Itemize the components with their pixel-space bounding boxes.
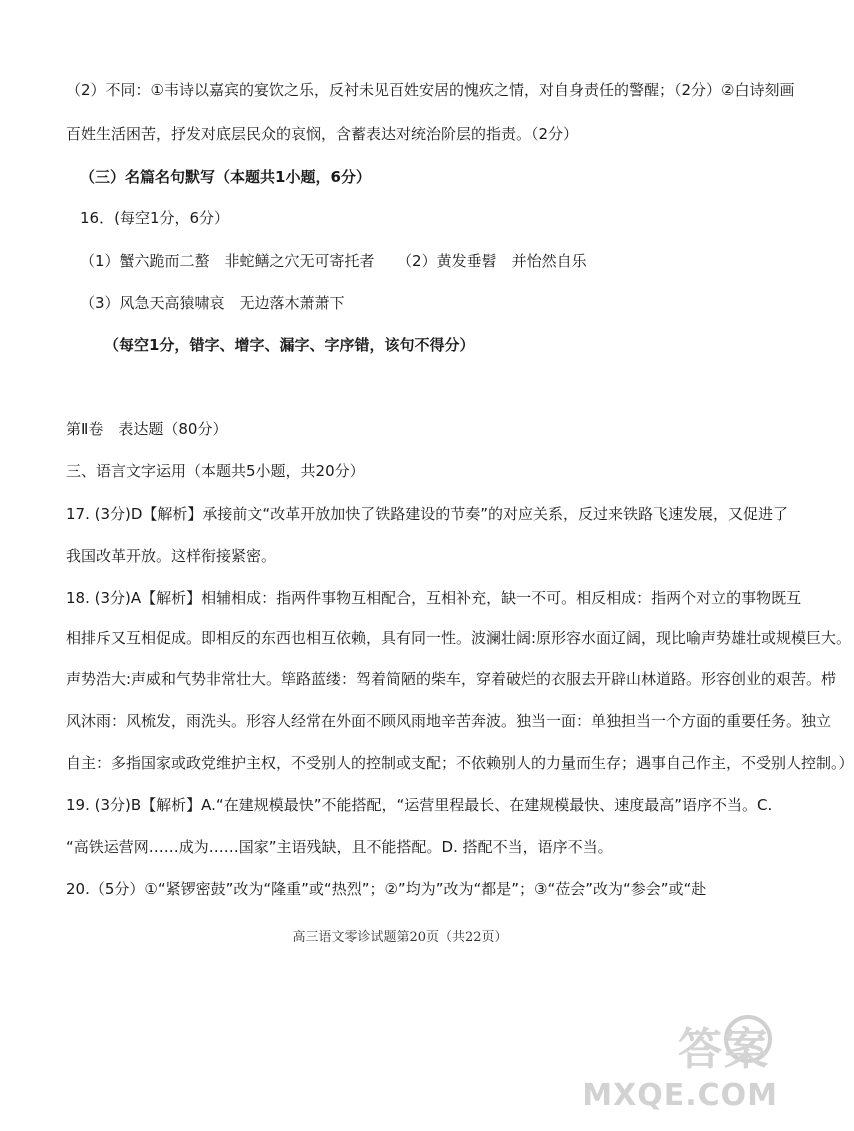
scoring-note: （每空1分，错字、增字、漏字、字序错，该句不得分）	[104, 336, 475, 354]
answer-line: （1）蟹六跪而二螯 非蛇鳝之穴无可寄托者 （2）黄发垂髫 并怡然自乐	[80, 252, 587, 270]
section-heading: （三）名篇名句默写（本题共1小题，6分）	[80, 168, 371, 186]
answer-line: 自主：多指国家或政党维护主权，不受别人的控制或支配；不依赖别人的力量而生存；遇事自己作主，不受别人控制。）	[66, 754, 854, 772]
answer-line: 风沐雨：风梳发，雨洗头。形容人经常在外面不顾风雨地辛苦奔波。独当一面：单独担当一个方面的重要任务。独立	[66, 712, 832, 730]
watermark-bottom-text: MXQE.COM	[582, 1078, 778, 1113]
answer-line: 百姓生活困苦，抒发对底层民众的哀悯，含蓄表达对统治阶层的指责。（2分）	[66, 125, 579, 143]
answer-line: 18. (3分)A【解析】相辅相成：指两件事物互相配合，互相补充，缺一不可。相反相成：指两个对立的事物既互	[66, 589, 802, 607]
answer-line: （3）风急天高猿啸哀 无边落木萧萧下	[80, 294, 345, 312]
section-heading: 三、语言文字运用（本题共5小题，共20分）	[66, 462, 365, 480]
answer-line: 17. (3分)D【解析】承接前文“改革开放加快了铁路建设的节奏”的对应关系，反过来铁路飞速发展，又促进了	[66, 505, 788, 523]
page-footer: 高三语文零诊试题第20页（共22页）	[292, 930, 508, 945]
answer-line: 我国改革开放。这样衔接紧密。	[66, 547, 277, 565]
part-heading: 第Ⅱ卷 表达题（80分）	[66, 420, 228, 438]
site-watermark	[582, 1013, 778, 1117]
answer-line: “高铁运营网……成为……国家”主语残缺，且不能搭配。D. 搭配不当，语序不当。	[66, 838, 613, 856]
answer-line: 声势浩大:声威和气势非常壮大。筚路蓝缕：驾着简陋的柴车，穿着破烂的衣服去开辟山林道路。形容创业的艰苦。栉	[66, 670, 837, 688]
watermark-top-text: 答案	[678, 1024, 770, 1075]
question-header: 16．(每空1分，6分）	[80, 209, 230, 227]
answer-line: 20.（5分）①“紧锣密鼓”改为“隆重”或“热烈”；②”均为”改为“都是”；③“莅会”改为“参会”或“赴	[66, 880, 707, 898]
answer-line: 19. (3分)B【解析】A.“在建规模最快”不能搭配，“运营里程最长、在建规模最快、速度最高”语序不当。C.	[66, 796, 773, 814]
answer-line: 相排斥又互相促成。即相反的东西也相互依赖，具有同一性。波澜壮阔:原形容水面辽阔，现比喻声势雄壮或规模巨大。	[66, 629, 852, 647]
answer-line: （2）不同：①韦诗以嘉宾的宴饮之乐，反衬未见百姓安居的愧疚之情，对自身责任的警醒；（2分）②白诗刻画	[66, 81, 795, 99]
